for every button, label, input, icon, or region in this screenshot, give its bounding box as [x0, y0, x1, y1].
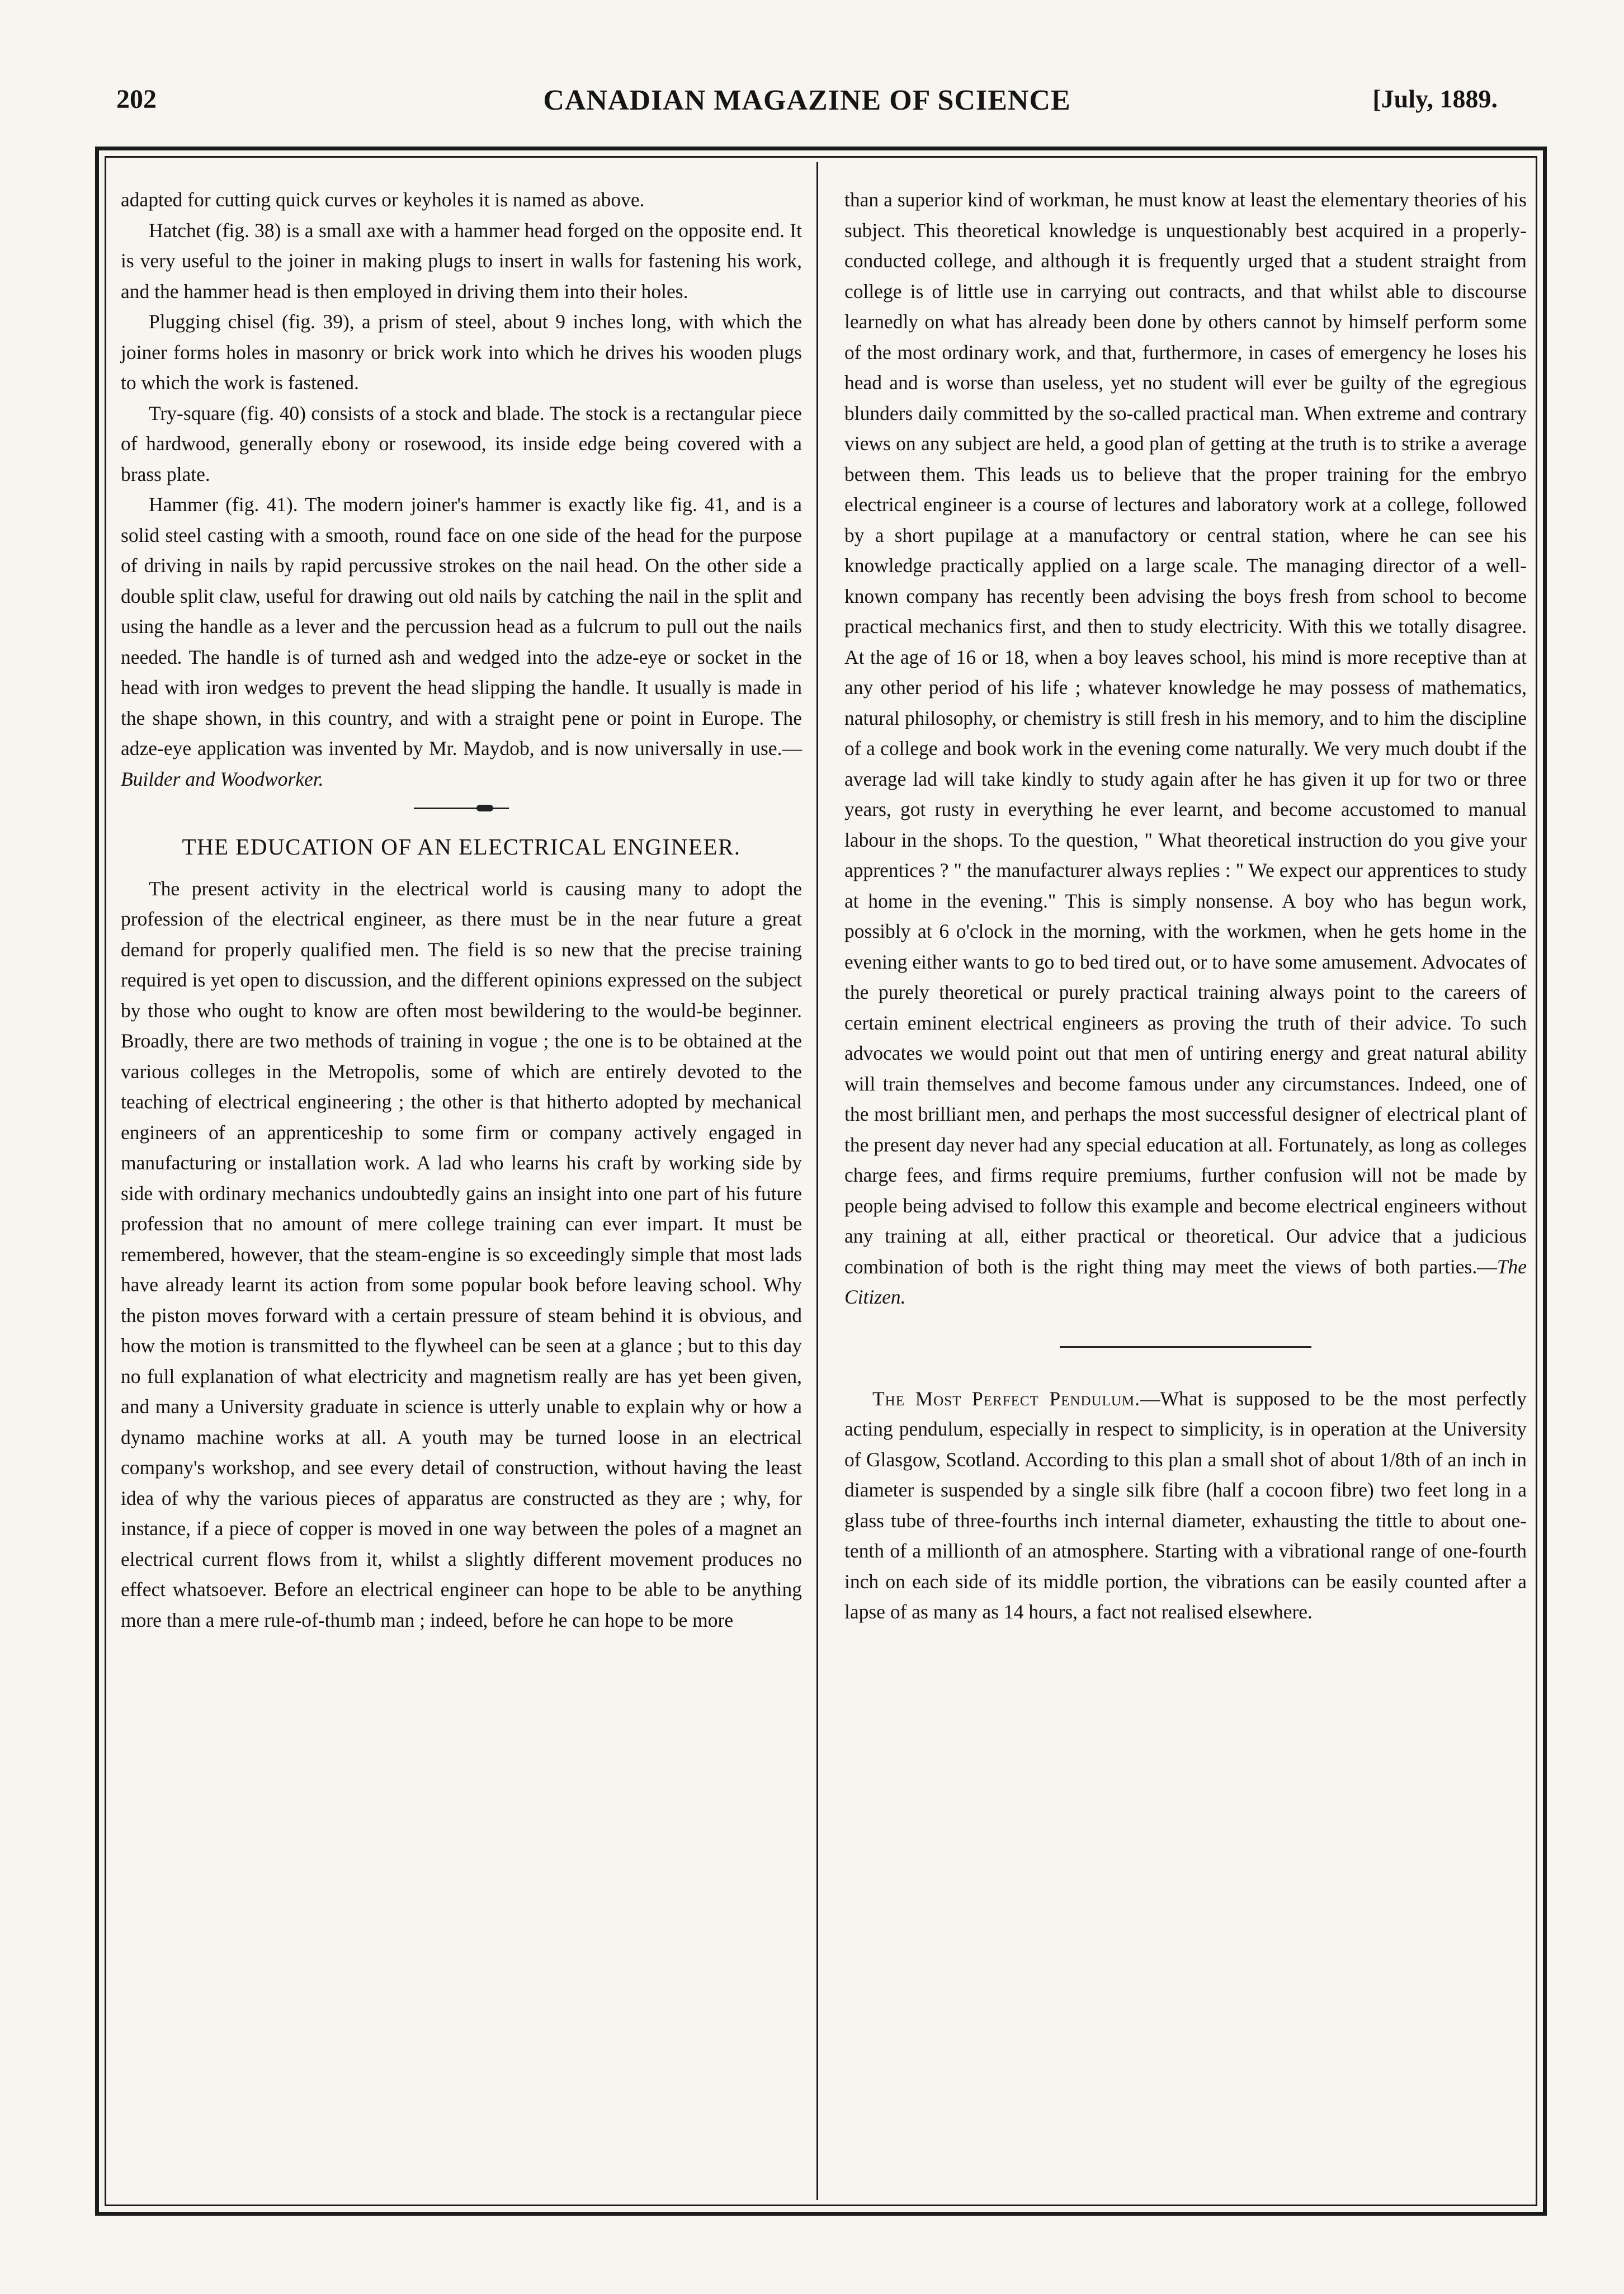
section-separator-ornament [414, 808, 509, 809]
left-column [121, 185, 802, 1635]
paragraph-hatchet: Hatchet (fig. 38) is a small axe with a hammer head forged on the opposite end. It is very useful to the joiner in making plugs to insert in walls for fastening his work, and the hammer head is then employed in driving them into their holes. [121, 219, 802, 303]
education-continued-text: than a superior kind of workman, he must know at least the elementary theories of his subject. This theoretical knowledge is unquestionably best acquired in a properly-conducted college, and although it is frequently urged that a student straight from college is of little use in carrying out contracts, and that whilst able to discourse learnedly on what has already been done by others cannot by himself perform some of the most ordinary work, and that, furthermore, in cases of emergency he loses his head and is worse than useless, yet no student will ever be guilty of the egregious blunders daily committed by the so-called practical man. When extreme and contrary views on any subject are held, a good plan of getting at the truth is to strike a average between them. This leads us to believe that the proper training for the embryo electrical engineer is a course of lectures and laboratory work at a college, followed by a short pupilage at a manufactory or central station, where he can see his knowledge practically applied on a large scale. The managing director of a well-known company has recently been advising the boys fresh from school to become practical mechanics first, and then to study electricity. With this we totally disagree. At the age of 16 or 18, when a boy leaves school, his mind is more receptive than at any other period of his life ; whatever knowledge he may possess of mathematics, natural philosophy, or chemistry is still fresh in his memory, and to him the discipline of a college and book work in the evening come naturally. We very much doubt if the average lad will take kindly to study again after he has given it up for two or three years, got rusty in everything he ever learnt, and become accustomed to manual labour in the shops. To the question, " What theoretical instruction do you give your apprentices ? " the manufacturer always replies : " We expect our apprentices to study at home in the evening." This is simply nonsense. A boy who has begun work, possibly at 6 o'clock in the morning, with the workmen, when he gets home in the evening either wants to go to bed tired out, or to have some amusement. Advocates of the purely theoretical or purely practical training always point to the careers of certain eminent electrical engineers as proving the truth of their advice. To such advocates we would point out that men of untiring energy and great natural ability will train themselves and become famous under any circumstances. Indeed, one of the most brilliant men, and perhaps the most successful designer of electrical plant of the present day never had any special education at all. Fortunately, as long as colleges charge fees, and firms require premiums, further confusion will not be made by people being advised to follow this example and become electrical engineers without any training at all, either practical or theoretical. Our advice that a judicious combination of both is the right thing may meet the views of both parties.— [844, 188, 1527, 1278]
paragraph-plugging-chisel: Plugging chisel (fig. 39), a prism of steel, about 9 inches long, with which the joiner forms holes in masonry or brick work into which he drives his wooden plugs to which the work is fastened. [121, 310, 802, 394]
hammer-source: Builder and Woodworker. [121, 767, 324, 790]
section-separator-rule [1060, 1346, 1311, 1348]
pendulum-heading: The Most Perfect Pendulum. [872, 1387, 1140, 1410]
education-source: The Citizen. [844, 1255, 1527, 1308]
column-divider [816, 162, 818, 2200]
paragraph-education: The present activity in the electrical world is causing many to adopt the profession of the electrical engineer, as there must be in the near future a great demand for properly qualified men. The field is so new that the precise training required is yet open to discussion, and the different opinions expressed on the subject by those who ought to know are often most bewildering to the would-be beginner. Broadly, there are two methods of training in vogue ; the one is to be obtained at the various colleges in the Metropolis, some of which are entirely devoted to the teaching of electrical engineering ; the other is that hitherto adopted by mechanical engineers of an apprenticeship to some firm or company actively engaged in manufacturing or installation work. A lad who learns his craft by working side by side with ordinary mechanics undoubtedly gains an insight into one part of his future profession that no amount of mere college training can ever impart. It must be remembered, however, that the steam-engine is so exceedingly simple that most lads have already learnt its action from some popular book before leaving school. Why the piston moves forward with a certain pressure of steam behind it is obvious, and how the motion is transmitted to the flywheel can be seen at a glance ; but to this day no full explanation of what electricity and magnetism really are has yet been given, and many a University graduate in science is utterly unable to explain why or how a dynamo machine works at all. A youth may be turned loose in an electrical company's workshop, and see every detail of construction, without having the least idea of why the various pieces of apparatus are constructed as they are ; why, for instance, if a piece of copper is moved in one way between the poles of a magnet an electrical current flows from it, whilst a slightly different movement produces no effect whatsoever. Before an electrical engineer can hope to be able to be anything more than a mere rule-of-thumb man ; indeed, before he can hope to be more [121, 877, 802, 1631]
right-column [844, 185, 1527, 1627]
paragraph-hammer [121, 489, 802, 794]
page-header [116, 84, 1498, 123]
paragraph-education-continued [844, 185, 1527, 1313]
article-title-electrical-engineer: THE EDUCATION OF AN ELECTRICAL ENGINEER. [182, 834, 741, 860]
running-title: CANADIAN MAGAZINE OF SCIENCE [543, 84, 1071, 116]
paragraph-pendulum [844, 1384, 1527, 1627]
hammer-text: Hammer (fig. 41). The modern joiner's hammer is exactly like fig. 41, and is a solid steel casting with a smooth, round face on one side of the head for the purpose of driving in nails by rapid percussive strokes on the nail head. On the other side a double split claw, useful for drawing out old nails by catching the nail in the split and using the handle as a lever and the percussion head as a fulcrum to pull out the nails needed. The handle is of turned ash and wedged into the adze-eye or socket in the head with iron wedges to prevent the head slipping the handle. It usually is made in the shape shown, in this country, and with a straight pene or point in Europe. The adze-eye application was invented by Mr. Maydob, and is now universally in use.— [121, 493, 802, 759]
page-number: 202 [116, 84, 157, 114]
paragraph-keyhole-saw: adapted for cutting quick curves or keyholes it is named as above. [121, 188, 645, 211]
issue-date: [July, 1889. [1372, 84, 1498, 113]
paragraph-try-square: Try-square (fig. 40) consists of a stock and blade. The stock is a rectangular piece of hardwood, generally ebony or rosewood, its inside edge being covered with a brass plate. [121, 402, 802, 485]
pendulum-text: —What is supposed to be the most perfectly acting pendulum, especially in respect to simplicity, is in operation at the University of Glasgow, Scotland. According to this plan a small shot of about 1/8th of an inch in diameter is suspended by a single silk fibre (half a cocoon fibre) two feet long in a glass tube of three-fourths inch internal diameter, exhausting the tittle to about one-tenth of a millionth of an atmosphere. Starting with a vibrational range of one-fourth inch on each side of its middle portion, the vibrations can be easily counted after a lapse of as many as 14 hours, a fact not realised elsewhere. [844, 1387, 1527, 1623]
